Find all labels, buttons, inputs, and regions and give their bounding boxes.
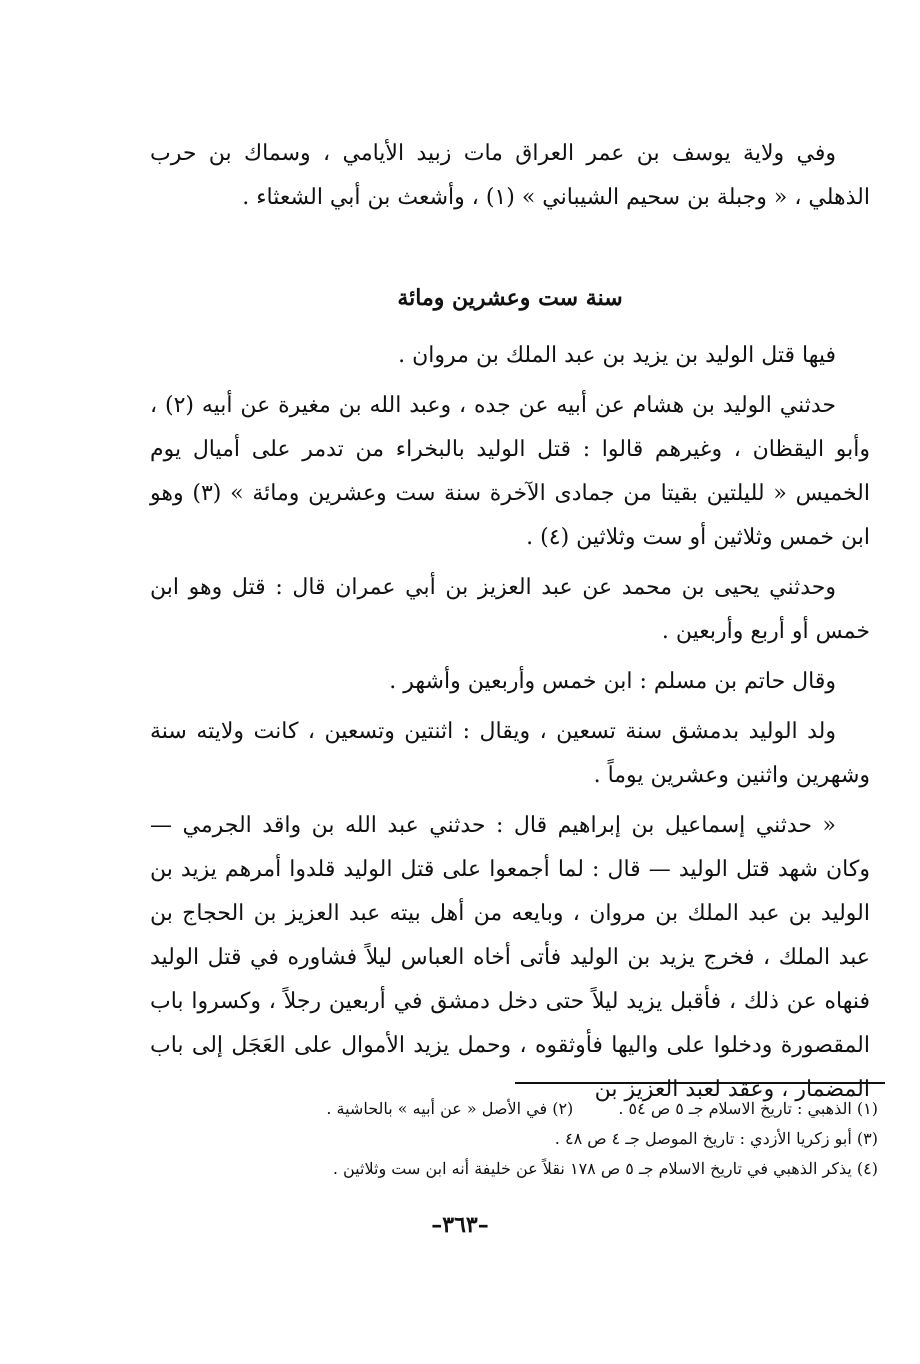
section-title: سنة ست وعشرين ومائة [397,285,623,311]
page-number: –٣٦٣– [431,1212,489,1238]
intro-text [150,132,870,220]
footnote-4: (٤) يذكر الذهبي في تاريخ الاسلام جـ ٥ ص ١٧٨ نقلاً عن خليفة أنه ابن ست وثلاثين . [332,1159,878,1178]
body-paragraph: « حدثني إسماعيل بن إبراهيم قال : حدثني عبد الله بن واقد الجرمي — وكان شهد قتل الوليد — قال : لما أجمعوا على قتل الوليد قلدوا أمرهم يزيد بن الوليد بن عبد الملك بن مروان ، وبايعه من أهل بيته عبد العزيز بن الحجاج بن عبد الملك ، فخرج يزيد بن الوليد فأتى أخاه العباس ليلاً فشاوره في قتل الوليد فنهاه عن ذلك ، فأقبل يزيد ليلاً حتى دخل دمشق في أربعين رجلاً ، وكسروا باب المقصورة ودخلوا على واليها فأوثقوه ، وحمل يزيد الأموال على العَجَل إلى باب المضمار ، وعقد لعبد العزيز بن [150,813,870,1102]
body-paragraph: فيها قتل الوليد بن يزيد بن عبد الملك بن مروان . [398,343,836,368]
footnote-2: (٢) في الأصل « عن أبيه » بالحاشية . [326,1099,574,1118]
body-paragraph: حدثني الوليد بن هشام عن أبيه عن جده ، وعبد الله بن مغيرة عن أبيه (٢) ، وأبو اليقظان ، وغيرهم قالوا : قتل الوليد بالبخراء من تدمر على أميال يوم الخميس « لليلتين بقيتا من جمادى الآخرة سنة ست وعشرين ومائة » (٣) وهو ابن خمس وثلاثين أو ست وثلاثين (٤) . [150,393,870,550]
footnote-row [150,1154,878,1184]
body-paragraph: وحدثني يحيى بن محمد عن عبد العزيز بن أبي عمران قال : قتل وهو ابن خمس أو أربع وأربعين . [150,575,870,644]
footnote-3: (٣) أبو زكريا الأزدي : تاريخ الموصل جـ ٤ ص ٤٨ . [554,1129,878,1148]
footnote-1: (١) الذهبي : تاريخ الاسلام جـ ٥ ص ٥٤ . [618,1099,878,1118]
footnote-divider [515,1082,885,1084]
body-paragraph: ولد الوليد بدمشق سنة تسعين ، ويقال : اثنتين وتسعين ، كانت ولايته سنة وشهرين واثنين وعشرين يوماً . [150,719,870,788]
body-paragraph: وقال حاتم بن مسلم : ابن خمس وأربعين وأشهر . [389,669,836,694]
footnote-row [150,1094,878,1124]
intro-paragraph: وفي ولاية يوسف بن عمر العراق مات زبيد الأيامي ، وسماك بن حرب الذهلي ، « وجبلة بن سحيم الشيباني » (١) ، وأشعث بن أبي الشعثاء . [150,141,870,210]
footnotes [150,1094,878,1184]
body-text [150,334,870,1118]
footnote-row [150,1124,878,1154]
